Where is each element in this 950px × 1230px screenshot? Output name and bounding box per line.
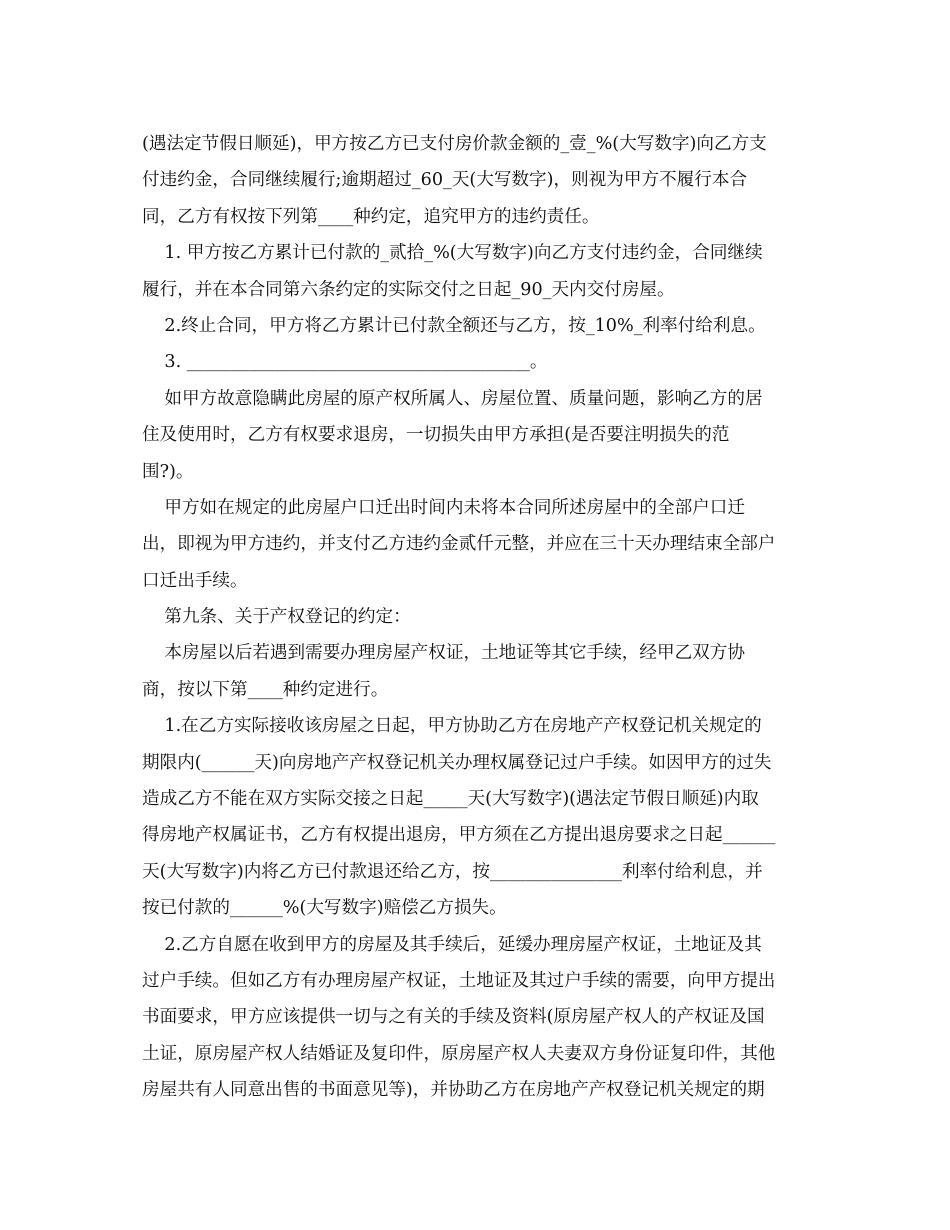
text-line: 2.终止合同，甲方将乙方累计已付款全额还与乙方，按_10%_利率付给利息。 <box>142 315 766 336</box>
text-line: 甲方如在规定的此房屋户口迁出时间内未将本合同所述房屋中的全部户口迁 <box>142 497 745 518</box>
text-line: 商，按以下第____种约定进行。 <box>142 679 389 700</box>
text-line: 天(大写数字)内将乙方已付款退还给乙方，按_______________利率付给利息，并 <box>142 861 763 882</box>
text-line: 1. 甲方按乙方累计已付款的_贰拾_%(大写数字)向乙方支付违约金，合同继续 <box>142 243 763 264</box>
text-line: 3. _______________________________________。 <box>142 352 548 373</box>
text-line: 书面要求，甲方应该提供一切与之有关的手续及资料(原房屋产权人的产权证及国 <box>142 1007 765 1028</box>
text-line: 得房地产权属证书，乙方有权提出退房，甲方须在乙方提出退房要求之日起______ <box>142 825 776 846</box>
text-line: 口迁出手续。 <box>142 570 248 591</box>
text-line: 履行，并在本合同第六条约定的实际交付之日起_90_天内交付房屋。 <box>142 279 675 300</box>
text-line: 出，即视为甲方违约，并支付乙方违约金贰仟元整，并应在三十天办理结束全部户 <box>142 534 776 555</box>
text-line: 住及使用时，乙方有权要求退房，一切损失由甲方承担(是否要注明损失的范 <box>142 425 730 446</box>
text-line: 围?)。 <box>142 461 194 482</box>
text-line: (遇法定节假日顺延)，甲方按乙方已支付房价款金额的_壹_%(大写数字)向乙方支 <box>142 134 767 154</box>
text-line: 房屋共有人同意出售的书面意见等)，并协助乙方在房地产产权登记机关规定的期 <box>142 1080 765 1101</box>
text-line: 过户手续。但如乙方有办理房屋产权证，土地证及其过户手续的需要，向甲方提出 <box>142 970 776 991</box>
text-line: 1.在乙方实际接收该房屋之日起，甲方协助乙方在房地产产权登记机关规定的 <box>142 716 762 737</box>
text-line: 2.乙方自愿在收到甲方的房屋及其手续后，延缓办理房屋产权证，土地证及其 <box>142 934 762 955</box>
text-line: 按已付款的______%(大写数字)赔偿乙方损失。 <box>142 898 507 919</box>
text-line: 如甲方故意隐瞒此房屋的原产权所属人、房屋位置、质量问题，影响乙方的居 <box>142 388 763 409</box>
text-line: 付违约金，合同继续履行;逾期超过_60_天(大写数字)，则视为甲方不履行本合 <box>142 170 748 191</box>
text-line: 同，乙方有权按下列第____种约定，追究甲方的违约责任。 <box>142 206 600 227</box>
text-line: 土证，原房屋产权人结婚证及复印件，原房屋产权人夫妻双方身份证复印件，其他 <box>142 1043 776 1064</box>
contract-body-text <box>142 126 812 1109</box>
text-line: 本房屋以后若遇到需要办理房屋产权证，土地证等其它手续，经甲乙双方协 <box>142 643 745 664</box>
text-line: 造成乙方不能在双方实际交接之日起_____天(大写数字)(遇法定节假日顺延)内取 <box>142 789 759 810</box>
text-line: 期限内(______天)向房地产产权登记机关办理权属登记过户手续。如因甲方的过失 <box>142 752 772 773</box>
text-line: 第九条、关于产权登记的约定： <box>142 607 411 628</box>
